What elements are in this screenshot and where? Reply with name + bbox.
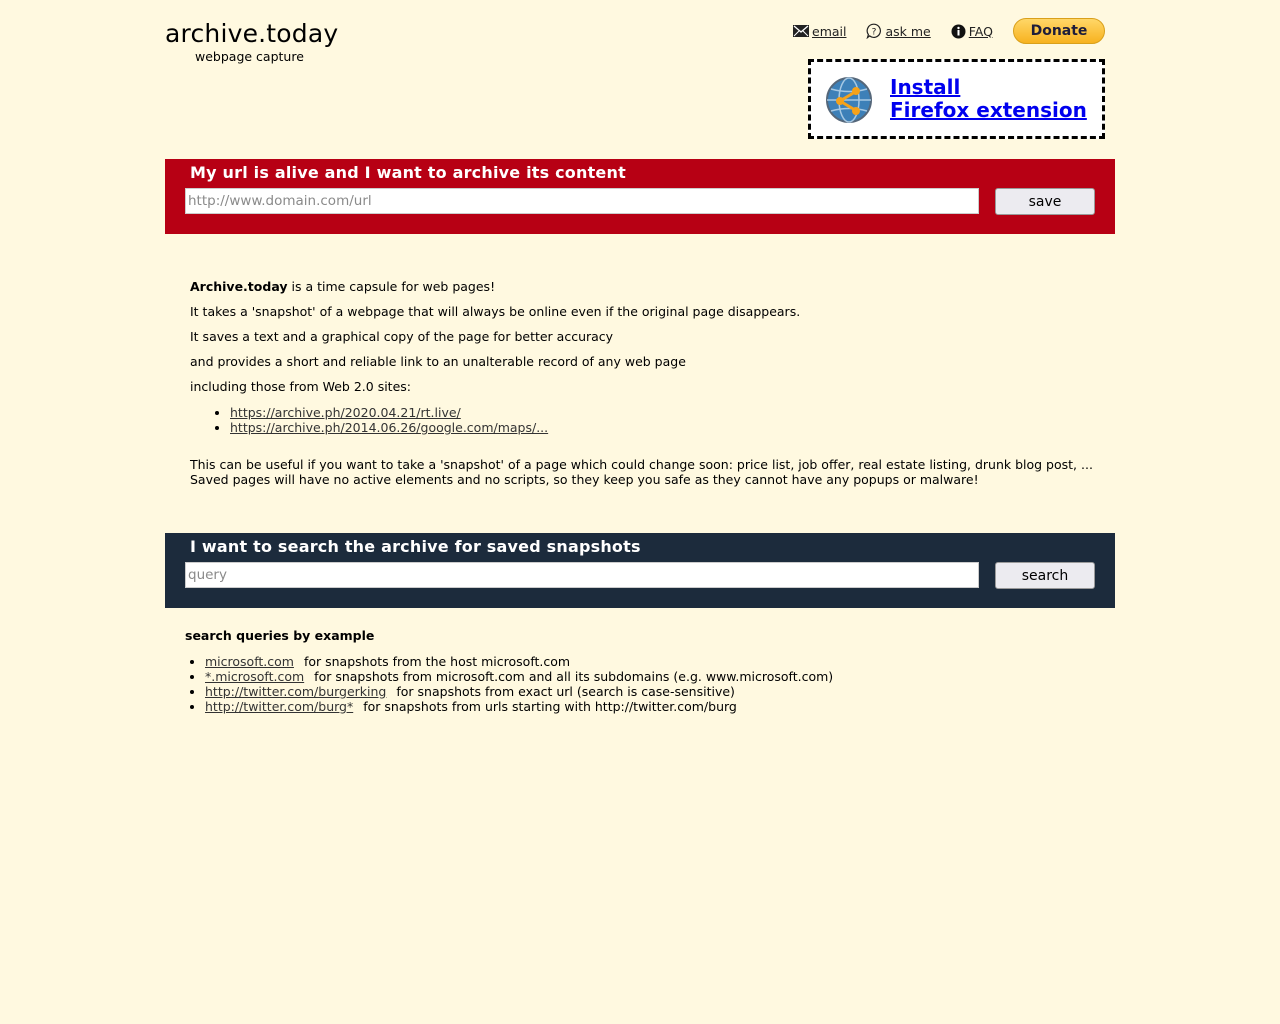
site-tagline: webpage capture <box>195 49 304 64</box>
about-section <box>190 278 1110 487</box>
donate-button[interactable]: Donate <box>1013 18 1105 44</box>
about-line-5: including those from Web 2.0 sites: <box>190 379 411 394</box>
about-line-3: It saves a text and a graphical copy of the page for better accuracy <box>190 329 614 344</box>
about-line-1 <box>190 278 1110 303</box>
about-line-2: It takes a 'snapshot' of a webpage that will always be online even if the original page disappears. <box>190 304 801 319</box>
globe-share-icon[interactable] <box>825 76 873 124</box>
search-examples-list <box>185 654 1105 714</box>
search-example-desc: for snapshots from exact url (search is case-sensitive) <box>396 684 735 699</box>
url-input[interactable] <box>185 188 979 214</box>
list-item <box>230 420 1110 435</box>
site-logo[interactable]: archive.today <box>165 19 339 48</box>
search-panel-title: I want to search the archive for saved snapshots <box>190 537 641 556</box>
search-example-link[interactable]: *.microsoft.com <box>205 669 305 684</box>
usefulness-line-1: This can be useful if you want to take a 'snapshot' of a page which could change soon: price list, job offer, real estate listing, drunk blog post, ... <box>190 457 1093 472</box>
example-snapshot-list <box>190 405 1110 435</box>
envelope-icon <box>793 25 809 37</box>
save-panel <box>165 159 1115 234</box>
search-example-link[interactable]: http://twitter.com/burg* <box>205 699 354 714</box>
question-bubble-icon <box>866 23 882 39</box>
list-item <box>205 654 1105 669</box>
list-item <box>205 669 1105 684</box>
usefulness-note <box>190 457 1110 487</box>
search-example-link[interactable]: microsoft.com <box>205 654 294 669</box>
email-link-label: email <box>812 23 847 39</box>
list-item <box>205 684 1105 699</box>
list-item <box>205 699 1105 714</box>
faq-link[interactable] <box>951 24 993 39</box>
example-snapshot-link[interactable]: https://archive.ph/2020.04.21/rt.live/ <box>230 405 461 420</box>
search-example-link[interactable]: http://twitter.com/burgerking <box>205 684 387 699</box>
top-links <box>793 18 1013 44</box>
search-input[interactable] <box>185 562 979 588</box>
about-line-4: and provides a short and reliable link to an unalterable record of any web page <box>190 354 686 369</box>
save-button[interactable]: save <box>995 188 1095 215</box>
ask-me-link-label: ask me <box>885 23 931 39</box>
search-example-desc: for snapshots from urls starting with http://twitter.com/burg <box>363 699 737 714</box>
info-icon <box>951 24 966 39</box>
search-examples-heading: search queries by example <box>185 628 375 643</box>
install-extension-link[interactable] <box>890 76 1087 122</box>
svg-text:?: ? <box>872 27 877 38</box>
search-example-desc: for snapshots from microsoft.com and all its subdomains (e.g. www.microsoft.com) <box>314 669 834 684</box>
about-line-1-rest: is a time capsule for web pages! <box>287 279 496 294</box>
search-panel <box>165 533 1115 608</box>
email-link[interactable] <box>793 24 846 39</box>
install-extension-line1: Install <box>890 75 961 99</box>
search-examples <box>185 627 1105 714</box>
about-brand: Archive.today <box>190 279 288 294</box>
faq-link-label: FAQ <box>968 23 993 39</box>
usefulness-line-2: Saved pages will have no active elements and no scripts, so they keep you safe as they cannot have any popups or malware! <box>190 472 979 487</box>
save-panel-title: My url is alive and I want to archive its content <box>190 163 626 182</box>
example-snapshot-link[interactable]: https://archive.ph/2014.06.26/google.com/maps/... <box>230 420 549 435</box>
search-button[interactable]: search <box>995 562 1095 589</box>
install-extension-line2: Firefox extension <box>890 98 1087 122</box>
firefox-extension-box <box>808 59 1105 139</box>
list-item <box>230 405 1110 420</box>
ask-me-link[interactable] <box>866 23 930 39</box>
header <box>0 0 1280 150</box>
search-example-desc: for snapshots from the host microsoft.com <box>303 654 571 669</box>
